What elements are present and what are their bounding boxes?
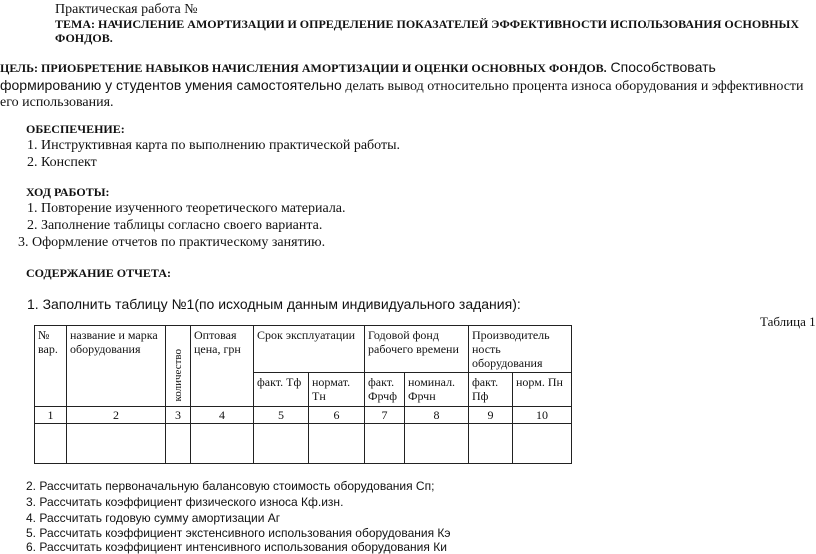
table-cell <box>35 424 67 464</box>
goal-label: ЦЕЛЬ: ПРИОБРЕТЕНИЕ НАВЫКОВ НАЧИСЛЕНИЯ АМОРТИЗАЦИИ И ОЦЕНКИ ОСНОВНЫХ ФОНДОВ. <box>0 61 607 75</box>
progress-item-3: 3. Оформление отчетов по практическому занятию. <box>18 235 326 250</box>
header-prod: Производитель ность оборудования <box>469 326 572 373</box>
table-cell <box>254 424 309 464</box>
task-2: 2. Рассчитать первоначальную балансовую стоимость оборудования Сп; <box>26 479 435 493</box>
col-number: 4 <box>191 407 254 424</box>
topic-heading: ТЕМА: НАЧИСЛЕНИЕ АМОРТИЗАЦИИ И ОПРЕДЕЛЕНИЕ ПОКАЗАТЕЛЕЙ ЭФФЕКТИВНОСТИ ИСПОЛЬЗОВАНИЯ ОСНОВНЫХ <box>55 17 799 31</box>
equipment-table <box>34 325 572 464</box>
report-heading: СОДЕРЖАНИЕ ОТЧЕТА: <box>26 266 171 280</box>
progress-heading: ХОД РАБОТЫ: <box>26 185 110 199</box>
col-number: 2 <box>67 407 166 424</box>
header-qty-cell <box>166 326 191 407</box>
col-number: 8 <box>405 407 469 424</box>
sub-term-fact: факт. Тф <box>254 373 309 407</box>
table-caption: Таблица 1 <box>760 314 816 329</box>
goal-line-2 <box>0 77 804 95</box>
goal-text-1: Способствовать <box>606 59 716 75</box>
goal-text-2a: формированию у студентов умения самостоятельно <box>0 77 342 93</box>
table-empty-row <box>35 424 572 464</box>
table-cell <box>166 424 191 464</box>
table-cell <box>405 424 469 464</box>
work-title: Практическая работа № <box>55 2 198 17</box>
sub-fund-nominal: номинал. Фрчн <box>405 373 469 407</box>
col-number: 3 <box>166 407 191 424</box>
sub-prod-norm: норм. Пн <box>513 373 572 407</box>
sub-prod-fact: факт. Пф <box>469 373 513 407</box>
col-number: 7 <box>365 407 405 424</box>
table-number-row <box>35 407 572 424</box>
header-qty: количество <box>172 349 184 402</box>
sub-fund-fact: факт. Фрчф <box>365 373 405 407</box>
goal-text-2b: делать вывод относительно процента износа оборудования и эффективности <box>341 79 804 94</box>
task-3: 3. Рассчитать коэффициент физического износа Кф.изн. <box>26 495 344 509</box>
header-name: название и марка оборудования <box>67 326 166 407</box>
task-4: 4. Рассчитать годовую сумму амортизации Аг <box>26 511 281 525</box>
table-cell <box>191 424 254 464</box>
supply-item-2: 2. Конспект <box>27 155 97 170</box>
table-cell <box>309 424 365 464</box>
header-fund: Годовой фонд рабочего времени <box>365 326 469 373</box>
col-number: 10 <box>513 407 572 424</box>
header-term: Срок эксплуатации <box>254 326 365 373</box>
col-number: 5 <box>254 407 309 424</box>
table-cell <box>469 424 513 464</box>
col-number: 9 <box>469 407 513 424</box>
header-num: № вар. <box>35 326 67 407</box>
progress-item-2: 2. Заполнение таблицы согласно своего варианта. <box>27 218 323 233</box>
goal-line-3: его использования. <box>0 95 114 110</box>
table-cell <box>365 424 405 464</box>
progress-item-1: 1. Повторение изученного теоретического материала. <box>27 201 346 216</box>
col-number: 1 <box>35 407 67 424</box>
supply-item-1: 1. Инструктивная карта по выполнению практической работы. <box>27 138 400 153</box>
table-header-row <box>35 326 572 373</box>
col-number: 6 <box>309 407 365 424</box>
task-6: 6. Рассчитать коэффициент интенсивного использования оборудования Ки <box>26 540 447 554</box>
header-price: Оптовая цена, грн <box>191 326 254 407</box>
sub-term-norm: нормат. Тн <box>309 373 365 407</box>
topic-heading-cont: ФОНДОВ. <box>55 31 113 45</box>
table-cell <box>67 424 166 464</box>
supply-heading: ОБЕСПЕЧЕНИЕ: <box>26 122 125 136</box>
goal-line-1 <box>0 59 716 77</box>
task-5: 5. Рассчитать коэффициент экстенсивного использования оборудования Кэ <box>26 526 451 540</box>
table-cell <box>513 424 572 464</box>
report-task-1: 1. Заполнить таблицу №1(по исходным данным индивидуального задания): <box>27 296 521 312</box>
